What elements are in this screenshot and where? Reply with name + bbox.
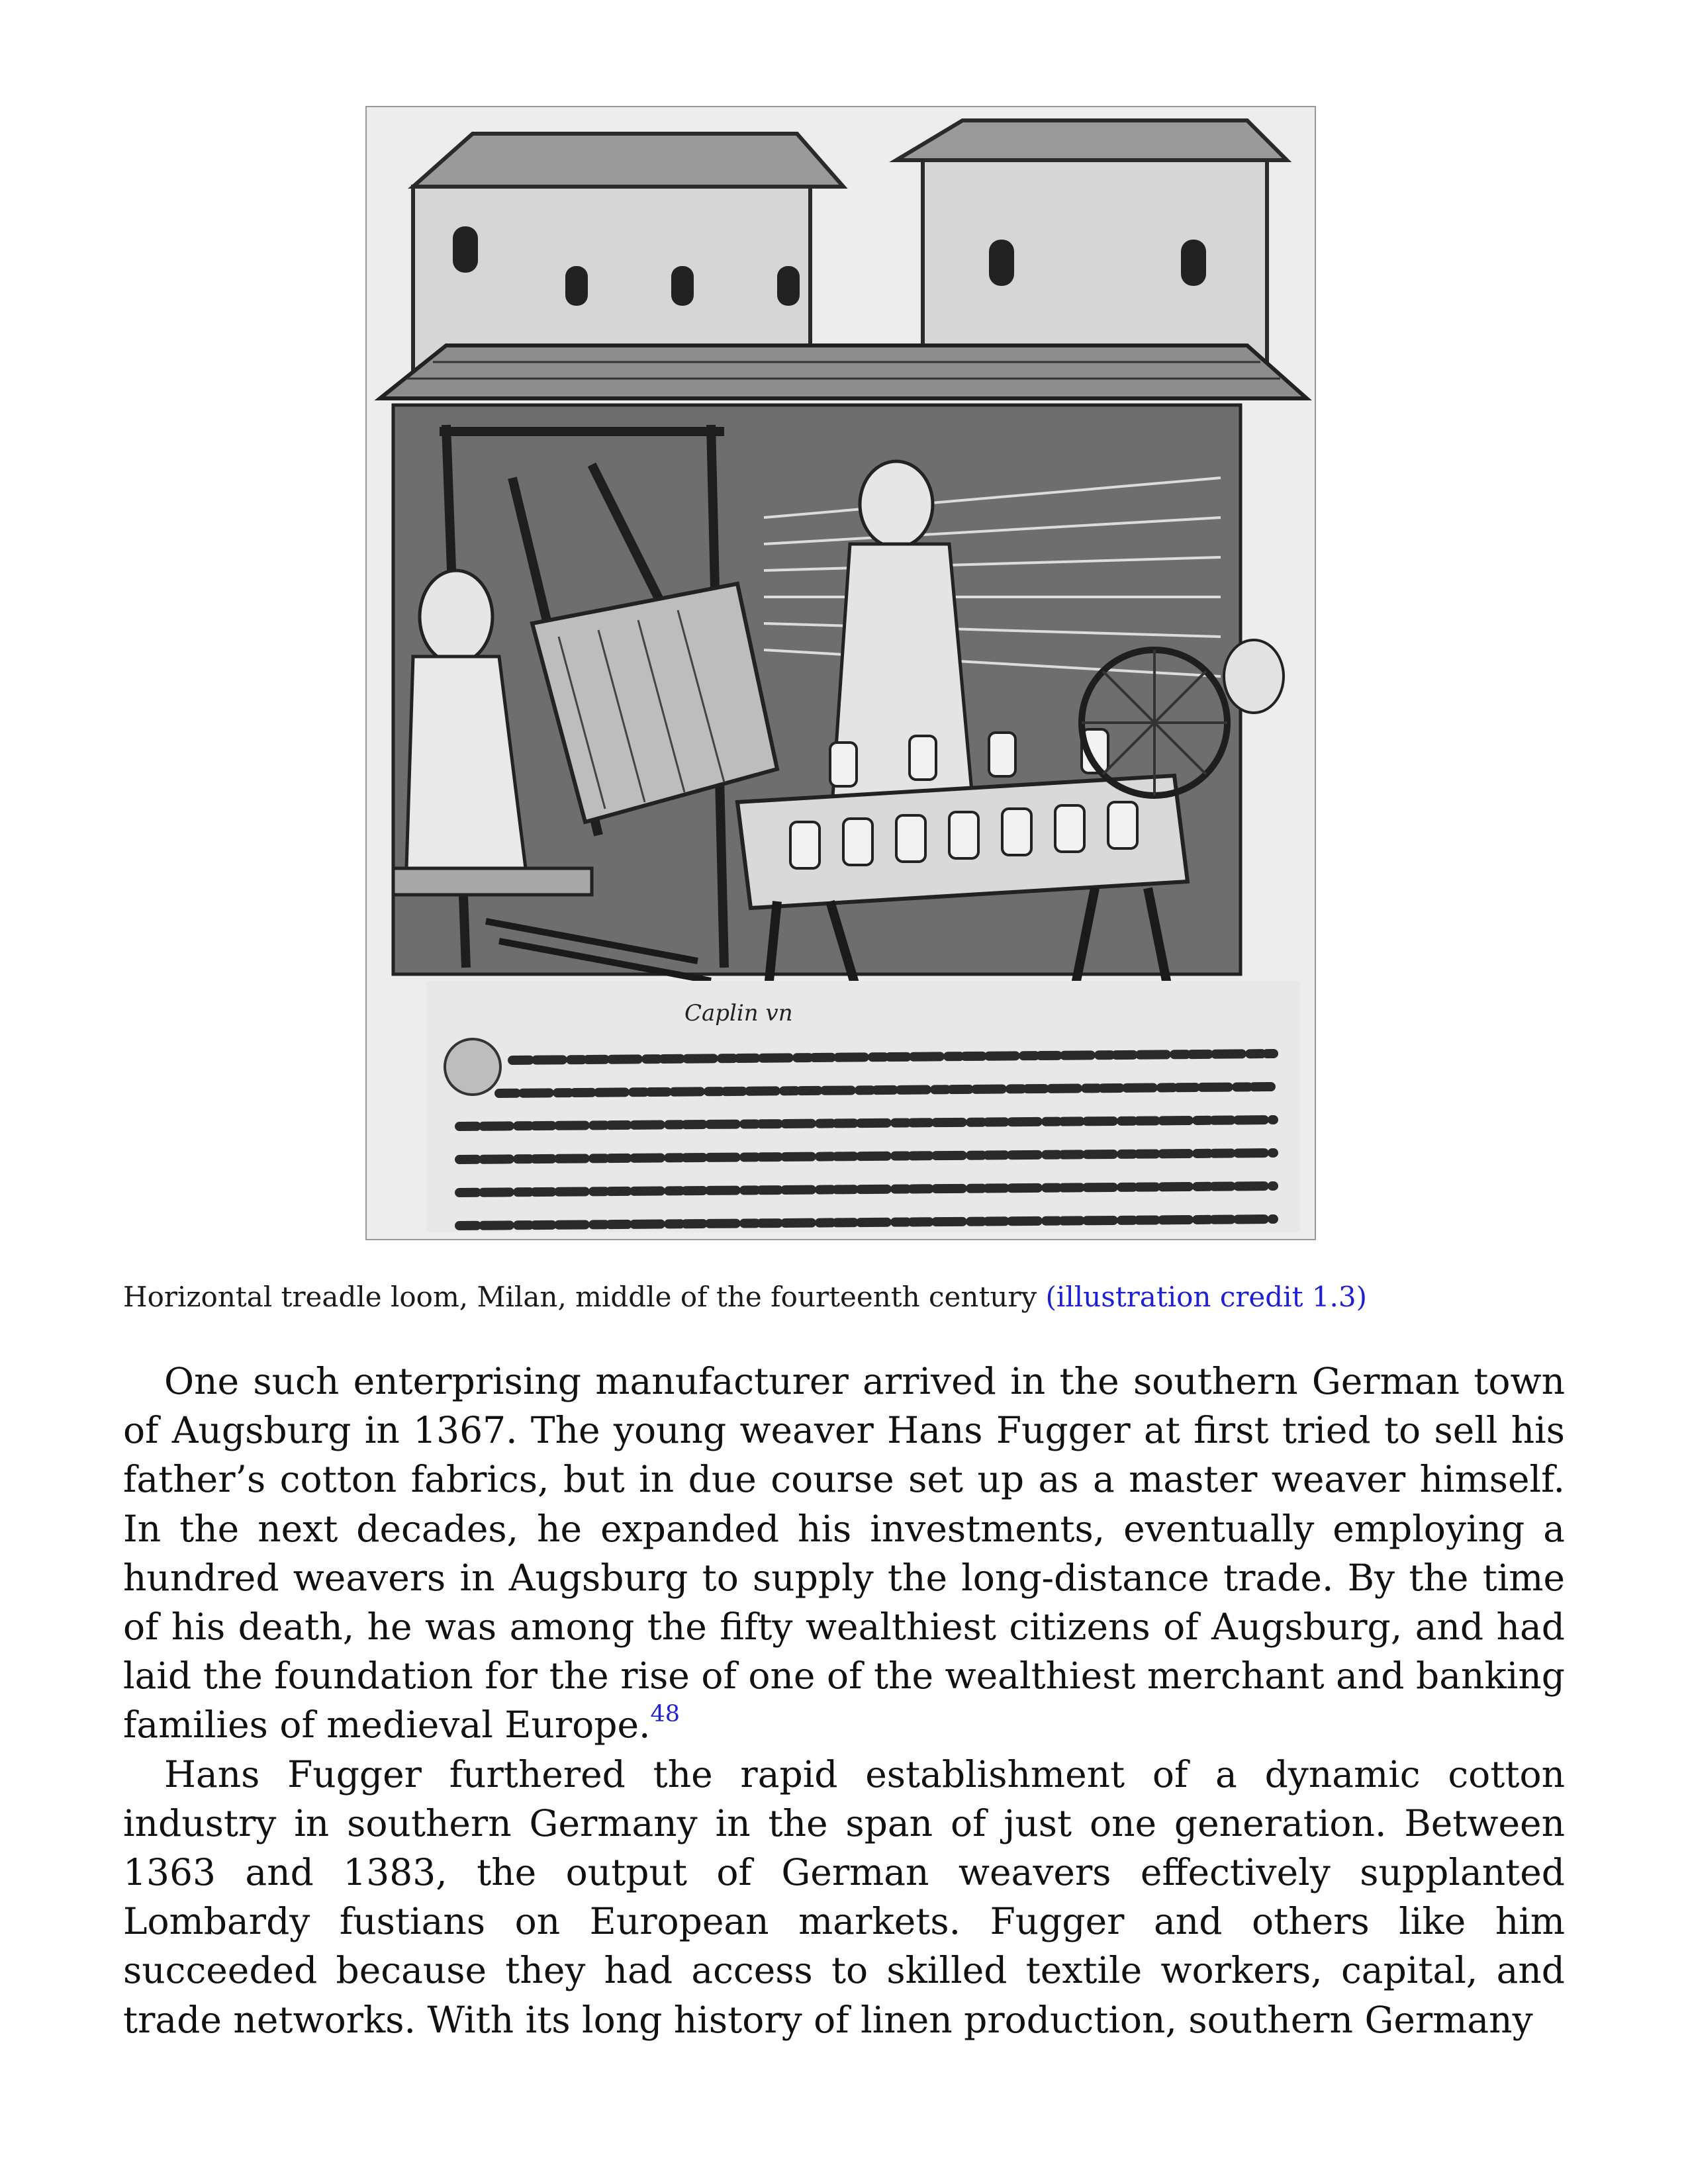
illustration-woodcut-loom <box>365 106 1316 1240</box>
illustration-credit-link[interactable]: (illustration credit 1.3) <box>1045 1281 1368 1313</box>
loom-workshop-drawing <box>367 107 1315 1239</box>
paragraph-1-text: One such enterprising manufacturer arrived in the southern German town of Augsburg in 1367. The young weaver Hans Fugger at first tried to sell his father’s cotton fabrics, but in due course set up as a master weaver himself. In the next decades, he expanded his investments, eventually employing a hundred weavers in Augsburg to supply the long-distance trade. By the time of his death, he was among the fifty wealthiest citizens of Augsburg, and had laid the foundation for the rise of one of the wealthiest merchant and banking families of medieval Europe. <box>123 1360 1565 1747</box>
inscription-heading: Caplin vn <box>684 1000 793 1026</box>
footnote-48-link[interactable]: 48 <box>650 1701 680 1728</box>
figure-caption <box>123 1277 1566 1317</box>
paragraph-1 <box>123 1357 1565 1750</box>
body-text <box>123 1357 1565 2044</box>
paragraph-2-text: Hans Fugger furthered the rapid establishment of a dynamic cotton industry in southern Germany in the span of just one generation. Between 1363 and 1383, the output of German weavers effectively supplanted Lombardy fustians on European markets. Fugger and others like him succeeded because they had access to skilled textile workers, capital, and trade networks. With its long history of linen production, southern Germany <box>123 1752 1565 2041</box>
paragraph-2 <box>123 1750 1565 2044</box>
caption-text: Horizontal treadle loom, Milan, middle of the fourteenth century <box>123 1281 1037 1313</box>
